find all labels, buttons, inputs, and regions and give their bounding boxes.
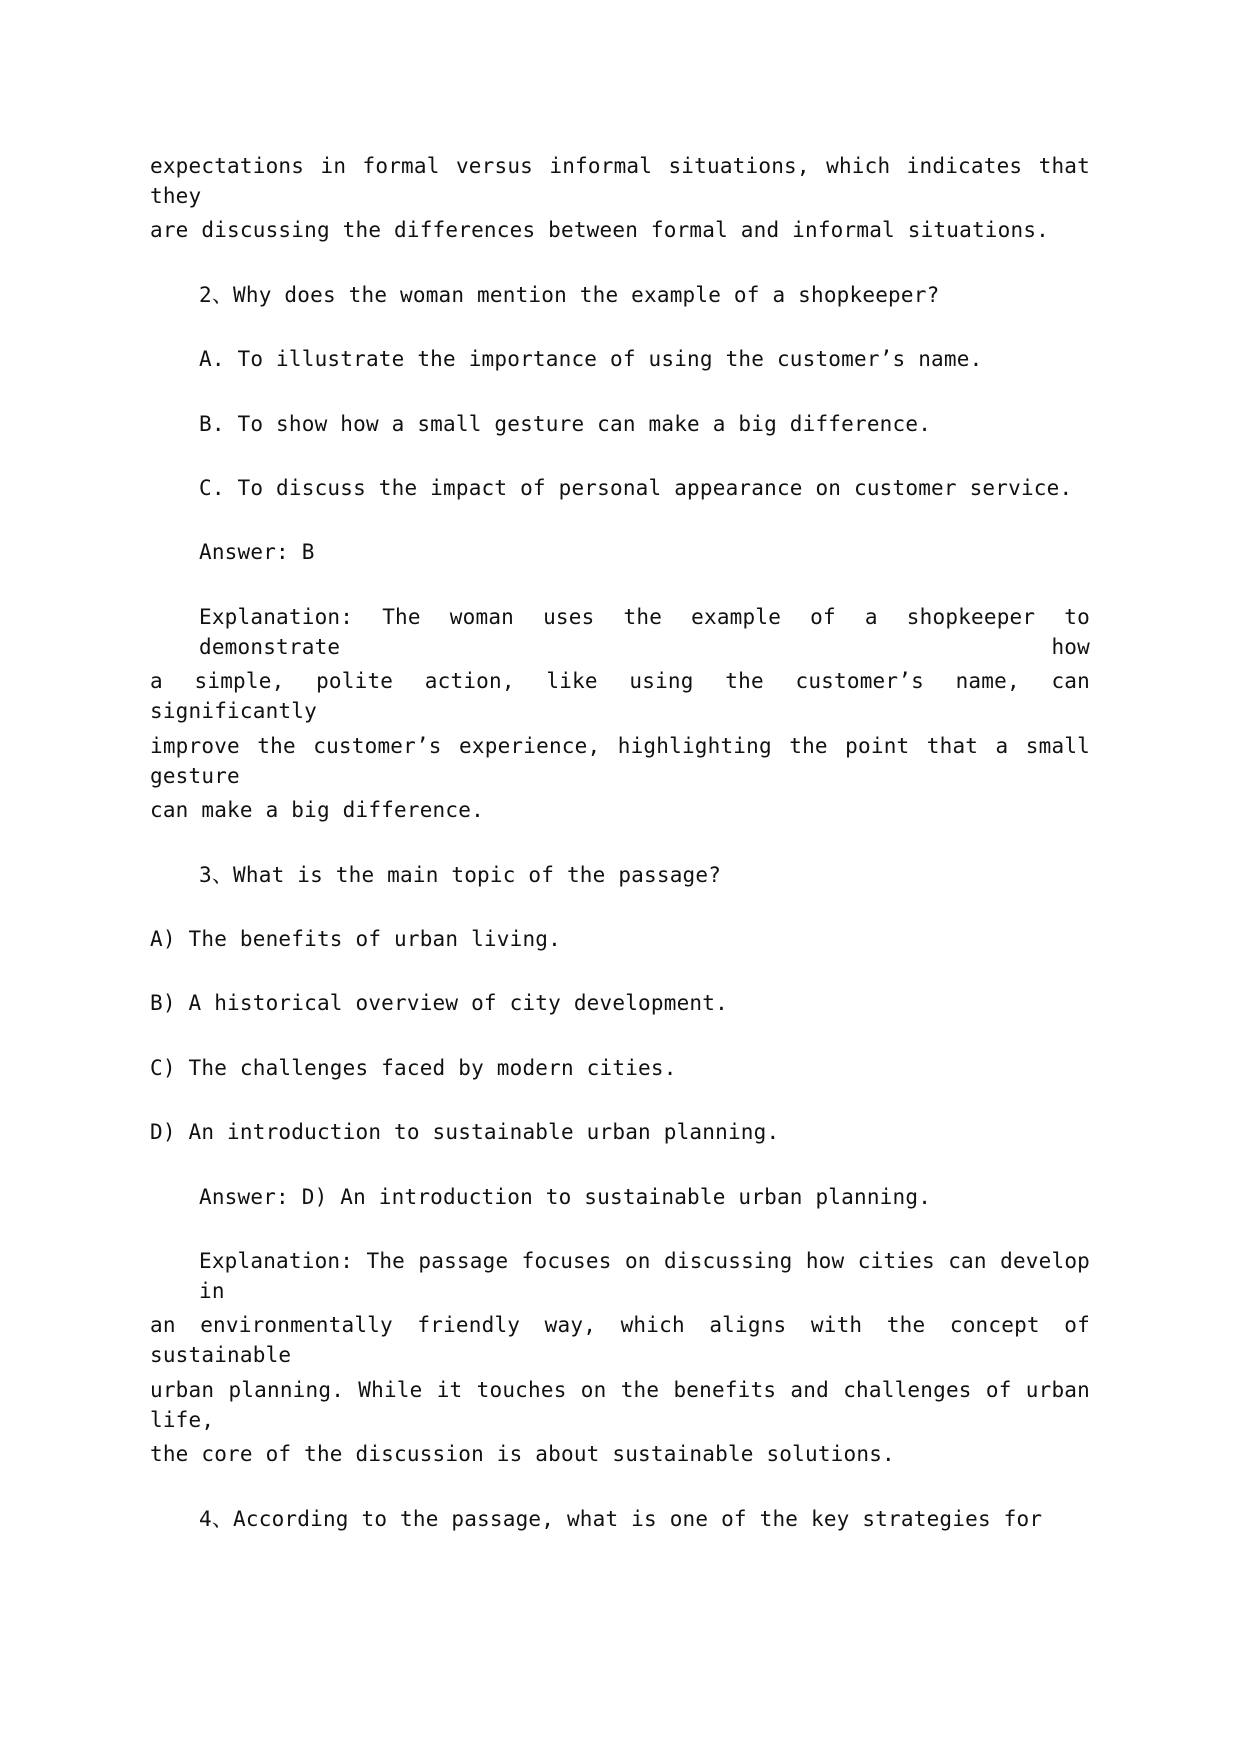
q3-option-d: D) An introduction to sustainable urban planning. [150, 1120, 780, 1144]
question-2: 2、Why does the woman mention the example of a shopkeeper? [199, 283, 940, 307]
q2-answer: Answer: B [199, 540, 315, 564]
q3-explanation-line-3: urban planning. While it touches on the benefits and challenges of urban life, [150, 1378, 1090, 1432]
q3-explanation-line-4: the core of the discussion is about sustainable solutions. [150, 1442, 895, 1466]
q3-option-c: C) The challenges faced by modern cities. [150, 1056, 677, 1080]
q3-explanation-line-2: an environmentally friendly way, which aligns with the concept of sustainable [150, 1313, 1090, 1367]
q1-explanation-line-2: are discussing the differences between formal and informal situations. [150, 218, 1050, 242]
q3-option-b: B) A historical overview of city development. [150, 991, 728, 1015]
q2-explanation-line-3: improve the customer’s experience, highlighting the point that a small gesture [150, 734, 1090, 788]
q2-option-a: A. To illustrate the importance of using the customer’s name. [199, 347, 983, 371]
q2-explanation-line-4: can make a big difference. [150, 798, 484, 822]
q1-explanation-line-1: expectations in formal versus informal situations, which indicates that they [150, 154, 1090, 208]
q2-explanation-line-2: a simple, polite action, like using the customer’s name, can significantly [150, 669, 1090, 723]
q2-option-c: C. To discuss the impact of personal appearance on customer service. [199, 476, 1073, 500]
q2-explanation-line-1: Explanation: The woman uses the example of a shopkeeper to demonstrate how [199, 605, 1090, 659]
q2-option-b: B. To show how a small gesture can make a big difference. [199, 412, 932, 436]
question-3: 3、What is the main topic of the passage? [199, 863, 722, 887]
question-4: 4、According to the passage, what is one of the key strategies for [199, 1507, 1043, 1531]
q3-answer: Answer: D) An introduction to sustainable urban planning. [199, 1185, 932, 1209]
q3-explanation-line-1: Explanation: The passage focuses on discussing how cities can develop in [199, 1249, 1090, 1303]
q3-option-a: A) The benefits of urban living. [150, 927, 561, 951]
